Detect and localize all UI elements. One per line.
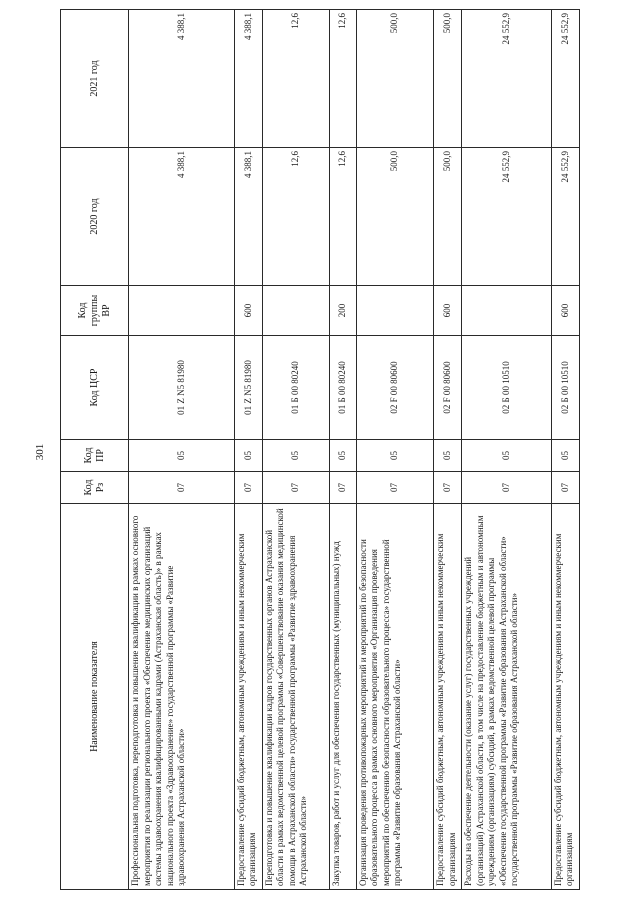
- row-vr: [129, 286, 235, 336]
- row-2020: 12,6: [262, 148, 329, 286]
- row-pr: 05: [129, 440, 235, 472]
- header-name: Наименование показателя: [61, 504, 129, 890]
- row-csr: 01 Б 00 80240: [262, 336, 329, 440]
- row-rz: 07: [234, 472, 262, 504]
- header-csr: Код ЦСР: [61, 336, 129, 440]
- row-csr: 02 Б 00 10510: [462, 336, 552, 440]
- row-vr: 600: [551, 286, 579, 336]
- row-2021: 24 552,9: [462, 10, 552, 148]
- row-vr: [462, 286, 552, 336]
- row-vr: [262, 286, 329, 336]
- table-row: [356, 10, 434, 890]
- row-rz: 07: [462, 472, 552, 504]
- row-pr: 05: [462, 440, 552, 472]
- row-name: Профессиональная подготовка, переподготовка и повышение квалификации в рамках основного мероприятия по реализации регионального проекта «Обеспечение медицинских организаций системы здравоохранения квалифицированными кадрами (Астраханская область)» в рамках национального проекта «Здравоохранение» государственной программы «Развитие здравоохранения Астраханской области»: [129, 504, 235, 890]
- row-vr: 600: [434, 286, 462, 336]
- table-row: [462, 10, 552, 890]
- table-row: [434, 10, 462, 890]
- header-pr: Код ПР: [61, 440, 129, 472]
- row-2021: 4 388,1: [129, 10, 235, 148]
- row-2020: 4 388,1: [129, 148, 235, 286]
- row-rz: 07: [329, 472, 356, 504]
- table-row: [234, 10, 262, 890]
- page-number: 301: [34, 443, 46, 461]
- table-header-row: [61, 10, 129, 890]
- row-name: Переподготовка и повышение квалификации кадров государственных органов Астраханской области в рамках ведомственной целевой программы «Совершенствование оказания медицинской помощи в Астраханской области» государственной программы «Развитие здравоохранения Астраханской области»: [262, 504, 329, 890]
- row-2020: 24 552,9: [551, 148, 579, 286]
- row-csr: 01 Z N5 81980: [129, 336, 235, 440]
- row-csr: 02 F 00 80600: [356, 336, 434, 440]
- rotated-table-container: [60, 10, 580, 890]
- row-2021: 12,6: [262, 10, 329, 148]
- row-name: Предоставление субсидий бюджетным, автономным учреждениям и иным некоммерческим организациям: [551, 504, 579, 890]
- row-2021: 500,0: [434, 10, 462, 148]
- header-2020: 2020 год: [61, 148, 129, 286]
- header-vr: Код группы ВР: [61, 286, 129, 336]
- row-name: Организация проведения противопожарных мероприятий и мероприятий по безопасности образовательного процесса в рамках основного мероприятия «Организация проведения мероприятий по обеспечению безопасности образовательного процесса» государственной программы «Развитие образования Астраханской области»: [356, 504, 434, 890]
- row-rz: 07: [129, 472, 235, 504]
- row-name: Предоставление субсидий бюджетным, автономным учреждениям и иным некоммерческим организациям: [234, 504, 262, 890]
- table-row: [262, 10, 329, 890]
- row-2021: 12,6: [329, 10, 356, 148]
- table-row: [551, 10, 579, 890]
- row-vr: [356, 286, 434, 336]
- row-2021: 4 388,1: [234, 10, 262, 148]
- row-2020: 12,6: [329, 148, 356, 286]
- row-csr: 01 Z N5 81980: [234, 336, 262, 440]
- row-pr: 05: [234, 440, 262, 472]
- row-2021: 500,0: [356, 10, 434, 148]
- row-pr: 05: [551, 440, 579, 472]
- row-2020: 500,0: [356, 148, 434, 286]
- row-pr: 05: [262, 440, 329, 472]
- row-rz: 07: [356, 472, 434, 504]
- row-2020: 500,0: [434, 148, 462, 286]
- row-pr: 05: [434, 440, 462, 472]
- table-row: [129, 10, 235, 890]
- row-rz: 07: [434, 472, 462, 504]
- row-rz: 07: [551, 472, 579, 504]
- row-rz: 07: [262, 472, 329, 504]
- table-row: [329, 10, 356, 890]
- row-csr: 02 Б 00 10510: [551, 336, 579, 440]
- row-2021: 24 552,9: [551, 10, 579, 148]
- row-pr: 05: [356, 440, 434, 472]
- budget-table: [60, 9, 580, 890]
- row-vr: 600: [234, 286, 262, 336]
- row-csr: 02 F 00 80600: [434, 336, 462, 440]
- header-2021: 2021 год: [61, 10, 129, 148]
- header-rz: Код Рз: [61, 472, 129, 504]
- row-vr: 200: [329, 286, 356, 336]
- row-name: Закупка товаров, работ и услуг для обеспечения государственных (муниципальных) нужд: [329, 504, 356, 890]
- row-2020: 24 552,9: [462, 148, 552, 286]
- row-2020: 4 388,1: [234, 148, 262, 286]
- row-name: Расходы на обеспечение деятельности (оказание услуг) государственных учреждений (организаций) Астраханской области, в том числе на предоставление бюджетным и автономным учреждениям (организациям) субсидий, в рамках ведомственной целевой программы «Обеспечение государственной программы «Развитие образования Астраханской области» государственной программы «Развитие образования Астраханской области»: [462, 504, 552, 890]
- row-name: Предоставление субсидий бюджетным, автономным учреждениям и иным некоммерческим организациям: [434, 504, 462, 890]
- row-csr: 01 Б 00 80240: [329, 336, 356, 440]
- row-pr: 05: [329, 440, 356, 472]
